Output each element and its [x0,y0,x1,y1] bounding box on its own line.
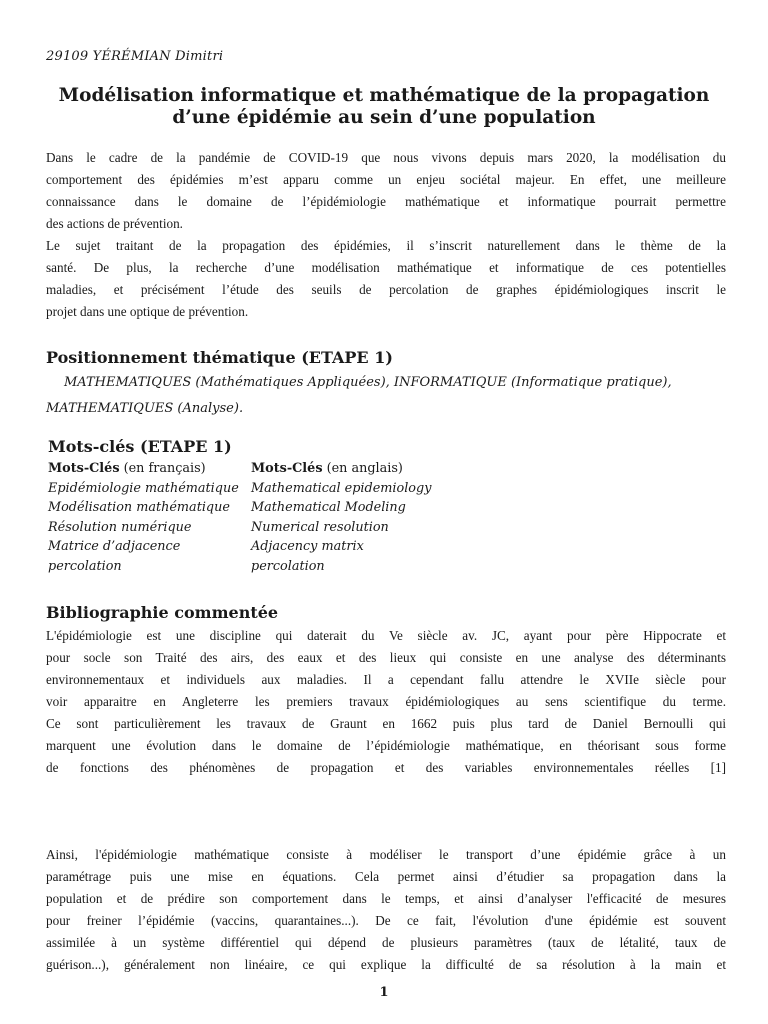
keyword-en: Adjacency matrix [251,539,364,555]
positionnement-text [46,370,726,422]
intro-paragraph [46,147,726,323]
keyword-fr: percolation [48,558,122,574]
bibliographie-heading: Bibliographie commentée [46,603,279,622]
text-line: MATHEMATIQUES (Mathématiques Appliquées), INFORMATIQUE (Informatique pratique), [64,375,672,390]
document-title [40,85,728,129]
title-line: Modélisation informatique et mathématique de la propagation [58,85,710,106]
text-line: santé. De plus, la recherche d’une modélisation mathématique et informatique de ces potentielles [46,260,726,275]
author-line: 29109 YÉRÉMIAN Dimitri [46,49,224,64]
text-line: maladies, et précisément l’étude des seuils de percolation de graphes épidémiologiques inscrit le [46,282,726,297]
keywords-fr-header: Mots-Clés (en français) [48,461,206,476]
keyword-fr: Modélisation mathématique [48,500,230,516]
text-line: Dans le cadre de la pandémie de COVID-19 que nous vivons depuis mars 2020, la modélisation du [46,150,726,165]
text-line: pour freiner l’épidémie (vaccins, quarantaines...). De ce fait, l'évolution d'une épidémie est souvent [46,913,726,928]
text-line: assimilée à un système différentiel qui dépend de plusieurs paramètres (taux de létalité, taux de [46,935,726,950]
keywords-heading: Mots-clés (ETAPE 1) [48,437,232,456]
text-line: Ce sont particulièrement les travaux de Graunt en 1662 puis plus tard de Daniel Bernoulli qui [46,716,726,731]
bibliographie-paragraph-1 [46,625,726,779]
text-line: MATHEMATIQUES (Analyse). [46,401,244,416]
keyword-en: percolation [251,558,325,574]
page-number: 1 [379,985,389,1000]
keyword-fr: Résolution numérique [48,519,192,535]
text-line: pour socle son Traité des airs, des eaux et des lieux qui consiste en une analyse des déterminants [46,650,726,665]
keyword-fr: Matrice d’adjacence [48,539,181,555]
positionnement-heading: Positionnement thématique (ETAPE 1) [46,348,393,367]
text-line: comportement des épidémies m’est apparu comme un enjeu sociétal majeur. En effet, une meilleure [46,172,726,187]
text-line: des actions de prévention. [46,216,183,231]
text-line: de fonctions des phénomènes de propagation et des variables environnementales réelles [1] [46,760,726,775]
text-line: guérison...), généralement non linéaire, ce qui explique la difficulté de sa résolution à la main et [46,957,726,972]
text-line: environnementaux et individuels aux maladies. Il a cependant fallu attendre le XVIIe siècle pour [46,672,726,687]
title-line: d’une épidémie au sein d’une population [172,107,596,128]
text-line: L'épidémiologie est une discipline qui daterait du Ve siècle av. JC, ayant pour père Hippocrate et [46,628,726,643]
text-line: projet dans une optique de prévention. [46,304,249,319]
bibliographie-paragraph-2 [46,844,726,976]
keyword-en: Mathematical epidemiology [251,480,432,496]
keywords-en-header: Mots-Clés (en anglais) [251,461,403,476]
text-line: Le sujet traitant de la propagation des épidémies, il s’inscrit naturellement dans le thème de la [46,238,726,253]
text-line: voir apparaitre en Angleterre les premiers travaux épidémiologiques au sens scientifique du terme. [46,694,726,709]
keyword-fr: Epidémiologie mathématique [48,480,239,496]
text-line: population et de prédire son comportement dans le temps, et ainsi d’analyser l'efficacité de mesures [46,891,726,906]
keyword-en: Mathematical Modeling [251,500,406,516]
text-line: Ainsi, l'épidémiologie mathématique consiste à modéliser le transport d’une épidémie grâce à un [46,847,726,862]
text-line: connaissance dans le domaine de l’épidémiologie mathématique et informatique pourrait permettre [46,194,726,209]
text-line: marquent une évolution dans le domaine de l’épidémiologie mathématique, en théorisant sous forme [46,738,726,753]
text-line: paramétrage puis une mise en équations. Cela permet ainsi d’étudier sa propagation dans la [46,869,726,884]
keywords-fr-column [48,459,239,577]
keyword-en: Numerical resolution [251,519,389,535]
keywords-en-column [251,459,431,577]
